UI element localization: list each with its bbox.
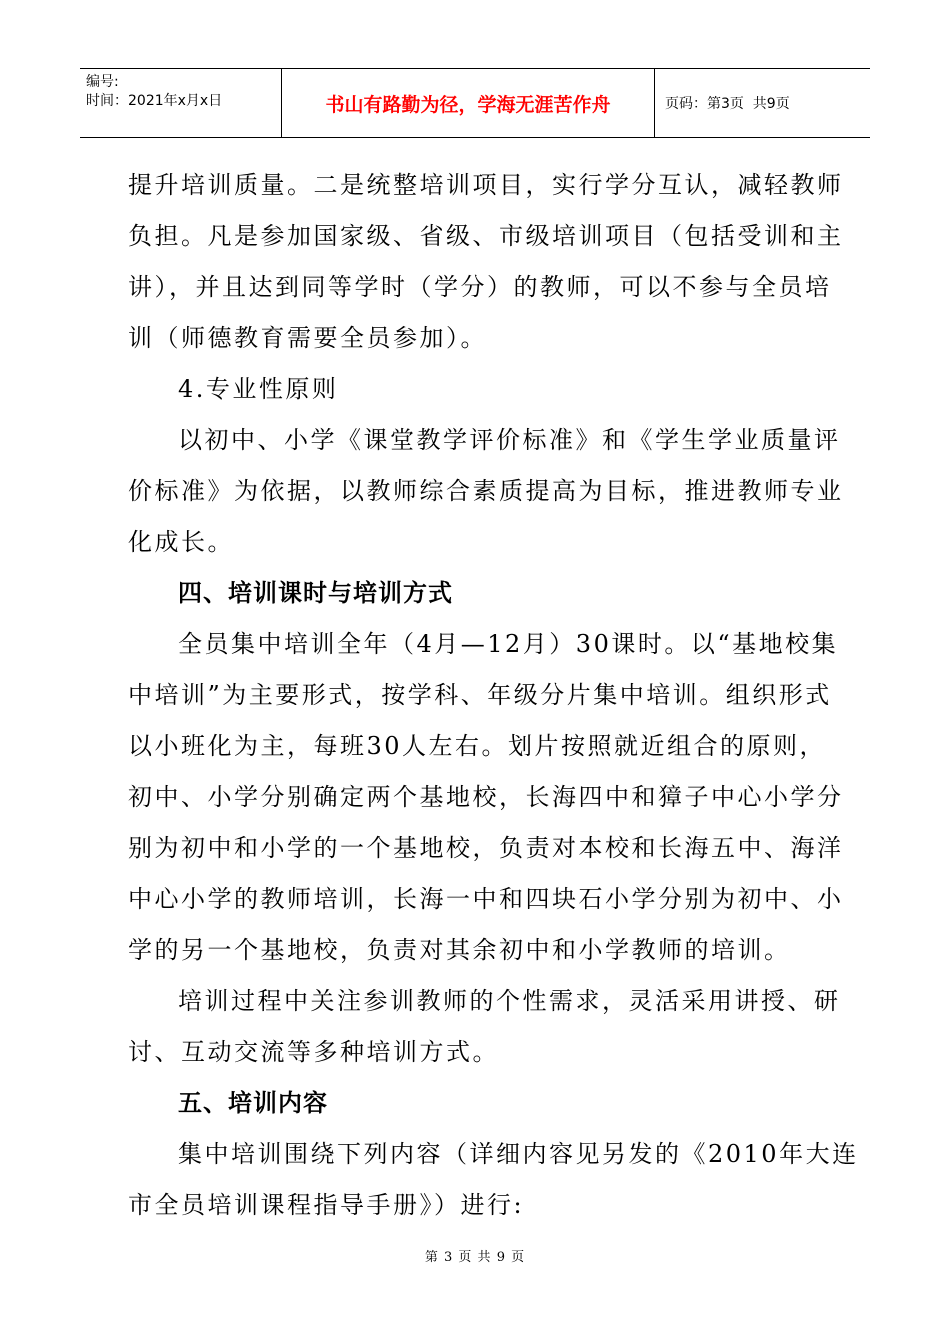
- paragraph-line: 讲），并且达到同等学时（学分）的教师，可以不参与全员培: [128, 273, 832, 301]
- paragraph-line: 中培训”为主要形式，按学科、年级分片集中培训。组织形式: [128, 681, 832, 709]
- paragraph-line: 以小班化为主，每班30人左右。划片按照就近组合的原则，: [128, 732, 827, 760]
- number-label: 编号:: [86, 74, 119, 90]
- paragraph-line: 初中、小学分别确定两个基地校，长海四中和獐子中心小学分: [128, 783, 844, 811]
- paragraph-line: 化成长。: [128, 528, 234, 556]
- paragraph-line: 提升培训质量。二是统整培训项目，实行学分互认，减轻教师: [128, 171, 844, 199]
- paragraph-line: 讨、互动交流等多种培训方式。: [128, 1038, 499, 1066]
- paragraph-line: 训（师德教育需要全员参加）。: [128, 324, 487, 352]
- document-body: [128, 160, 859, 1231]
- document-header: [80, 68, 870, 138]
- paragraph-line: 价标准》为依据，以教师综合素质提高为目标，推进教师专业: [128, 477, 844, 505]
- paragraph-line: 市全员培训课程指导手册》）进行:: [128, 1191, 525, 1219]
- section-heading: 五、培训内容: [178, 1089, 328, 1117]
- subsection-title: 4.专业性原则: [178, 375, 339, 403]
- paragraph-line: 学的另一个基地校，负责对其余初中和小学教师的培训。: [128, 936, 791, 964]
- page-label: 页码：第3页 共9页: [665, 96, 790, 112]
- paragraph-line: 负担。凡是参加国家级、省级、市级培训项目（包括受训和主: [128, 222, 844, 250]
- paragraph-line: 别为初中和小学的一个基地校，负责对本校和长海五中、海洋: [128, 834, 844, 862]
- paragraph-line: 中心小学的教师培训，长海一中和四块石小学分别为初中、小: [128, 885, 844, 913]
- header-page-info: [655, 69, 870, 137]
- paragraph-line: 集中培训围绕下列内容（详细内容见另发的《2010年大连: [178, 1140, 859, 1168]
- paragraph-line: 以初中、小学《课堂教学评价标准》和《学生学业质量评: [178, 426, 841, 454]
- paragraph-line: 全员集中培训全年（4月—12月）30课时。以“基地校集: [178, 630, 839, 658]
- header-motto: 书山有路勤为径，学海无涯苦作舟: [282, 69, 655, 137]
- time-label: 时间：2021年x月x日: [86, 93, 223, 109]
- page-footer: 第 3 页 共 9 页: [424, 1250, 526, 1265]
- section-heading: 四、培训课时与培训方式: [178, 579, 453, 607]
- paragraph-line: 培训过程中关注参训教师的个性需求，灵活采用讲授、研: [178, 987, 841, 1015]
- header-meta: [80, 69, 282, 137]
